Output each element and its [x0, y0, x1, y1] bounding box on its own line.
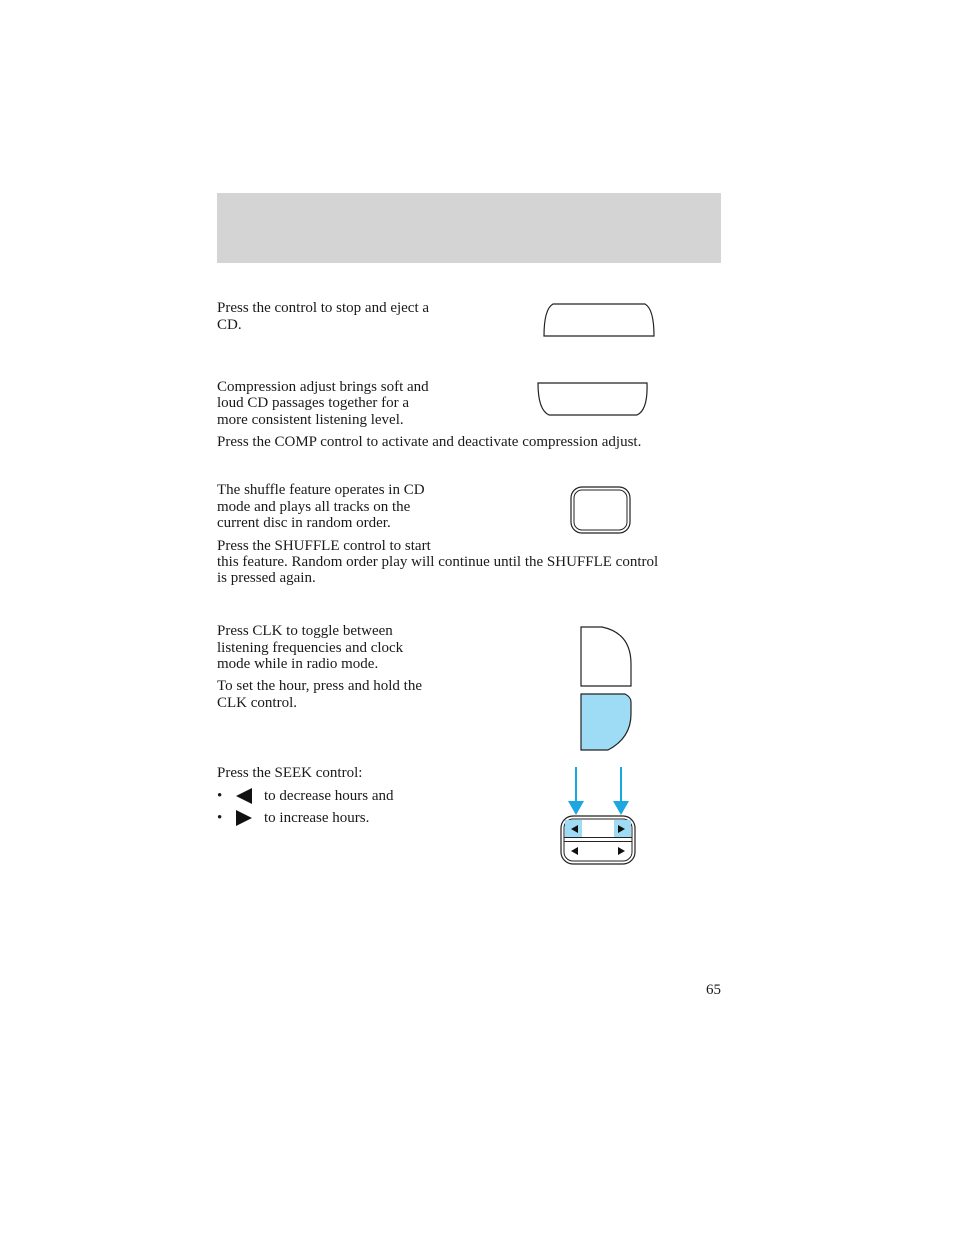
comp-instruction: Press the COMP control to activate and deactivate compression adjust.: [217, 434, 642, 450]
eject-description-line-2: CD.: [217, 317, 242, 333]
comp-description-line-1: Compression adjust brings soft and: [217, 379, 429, 395]
comp-button-icon: [537, 382, 649, 416]
shuffle-instruction-line-3: is pressed again.: [217, 570, 316, 586]
eject-button-icon: [543, 303, 655, 337]
seek-decrease-label: to decrease hours and: [264, 788, 394, 804]
seek-button-icon: [560, 815, 636, 865]
shuffle-description-line-2: mode and plays all tracks on the: [217, 499, 411, 515]
shuffle-instruction-line-1: Press the SHUFFLE control to start: [217, 538, 431, 554]
clk-button-icon: [580, 626, 633, 752]
shuffle-description-line-1: The shuffle feature operates in CD: [217, 482, 425, 498]
seek-increase-label: to increase hours.: [264, 810, 370, 826]
section-header-band: [217, 193, 721, 263]
down-arrow-icon: [566, 767, 586, 817]
down-arrow-icon: [611, 767, 631, 817]
clk-description-line-1: Press CLK to toggle between: [217, 623, 393, 639]
clk-set-hour-line-1: To set the hour, press and hold the: [217, 678, 422, 694]
eject-description-line-1: Press the control to stop and eject a: [217, 300, 430, 316]
shuffle-button-icon: [570, 486, 632, 534]
clk-set-hour-line-2: CLK control.: [217, 695, 297, 711]
comp-description-line-2: loud CD passages together for a: [217, 395, 410, 411]
shuffle-description-line-3: current disc in random order.: [217, 515, 391, 531]
clk-description-line-3: mode while in radio mode.: [217, 656, 379, 672]
page-number: 65: [706, 982, 721, 998]
bullet-marker: •: [217, 788, 223, 804]
seek-intro: Press the SEEK control:: [217, 765, 363, 781]
left-arrow-icon: [235, 787, 253, 805]
clk-description-line-2: listening frequencies and clock: [217, 640, 404, 656]
shuffle-instruction-line-2: this feature. Random order play will continue until the SHUFFLE control: [217, 554, 659, 570]
bullet-marker: •: [217, 810, 223, 826]
comp-description-line-3: more consistent listening level.: [217, 412, 404, 428]
right-arrow-icon: [235, 809, 253, 827]
